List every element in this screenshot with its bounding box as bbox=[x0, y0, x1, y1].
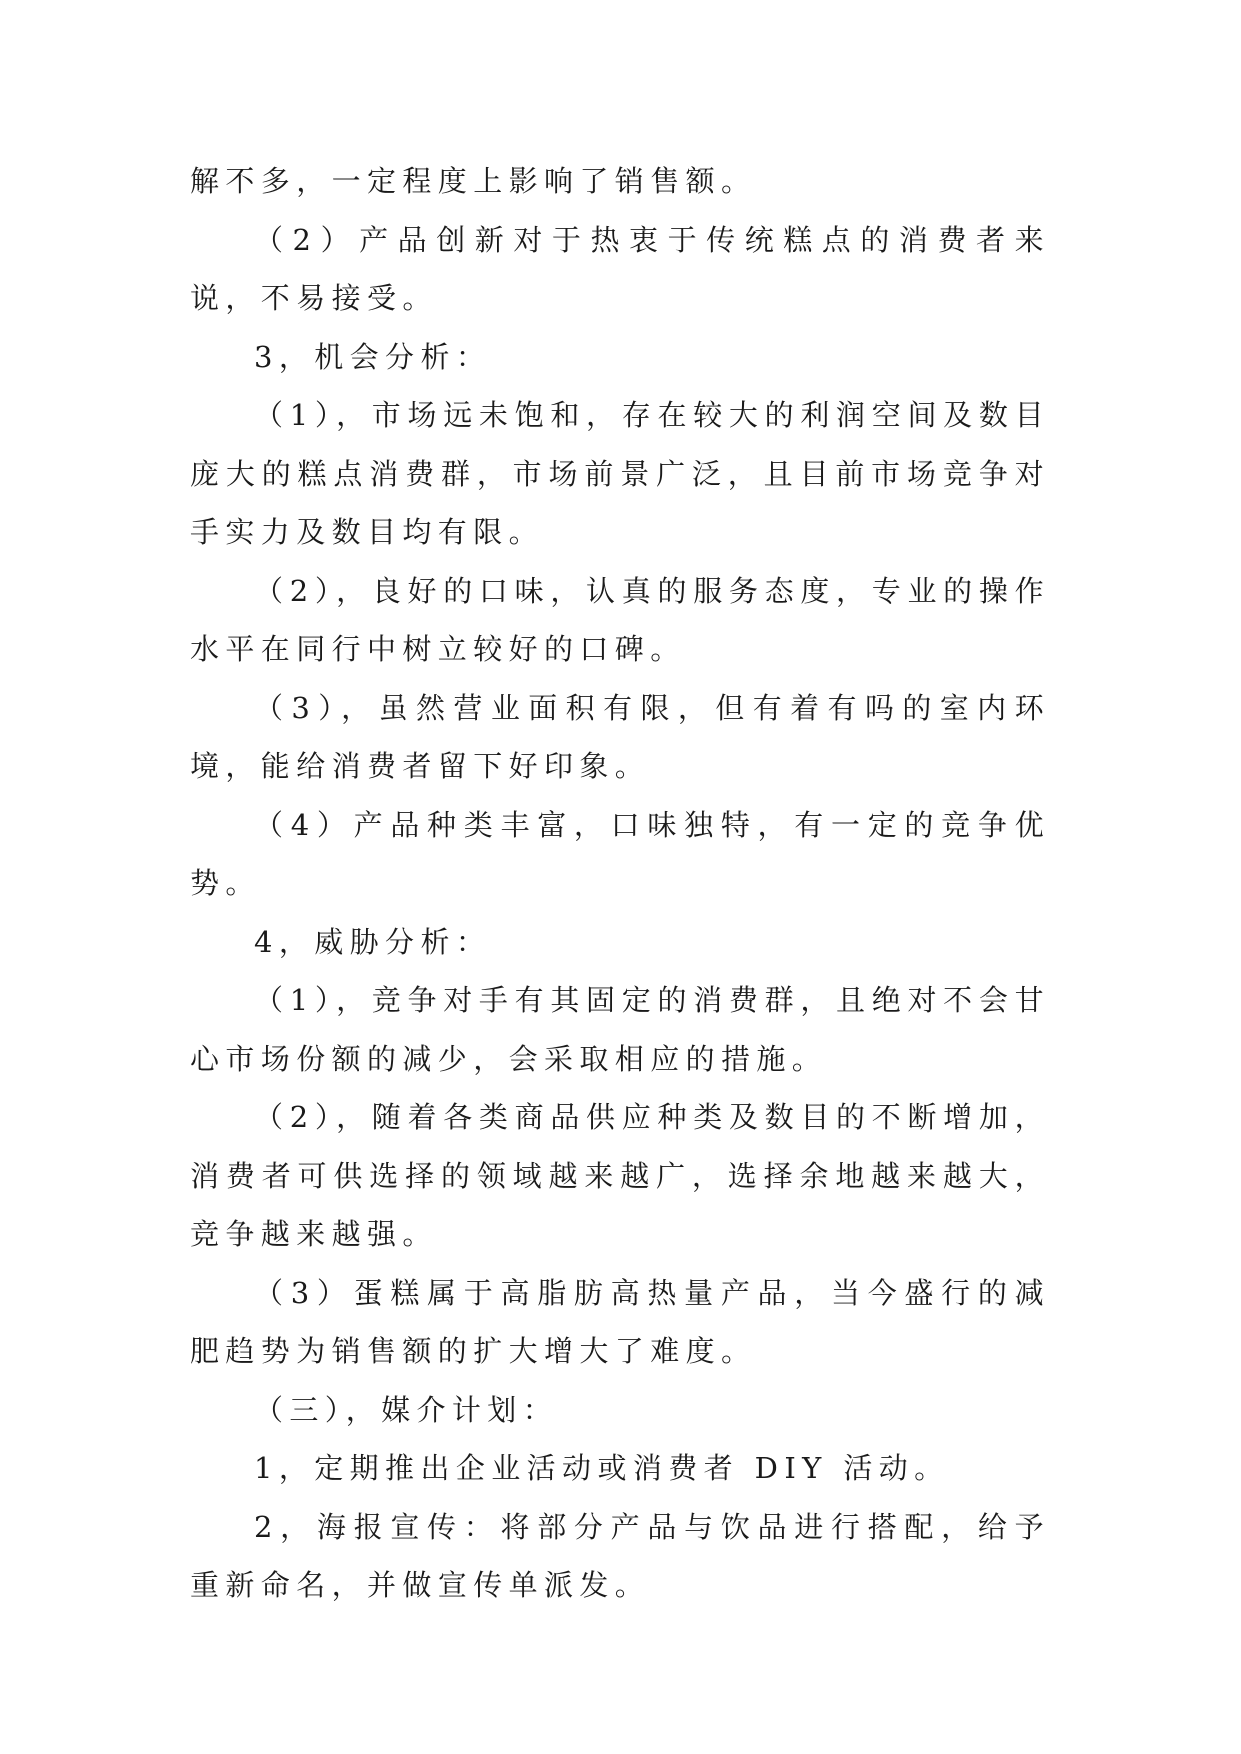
paragraph-opportunity-4: （4）产品种类丰富，口味独特，有一定的竞争优势。 bbox=[190, 807, 1050, 900]
heading-threat-analysis: 4，威胁分析： bbox=[254, 924, 492, 959]
paragraph-opportunity-1: （1），市场远未饱和，存在较大的利润空间及数目庞大的糕点消费群，市场前景广泛，且目前市场竞争对手实力及数目均有限。 bbox=[190, 398, 1050, 549]
paragraph-threat-3: （3）蛋糕属于高脂肪高热量产品，当今盛行的减肥趋势为销售额的扩大增大了难度。 bbox=[190, 1275, 1050, 1368]
paragraph-opportunity-3: （3），虽然营业面积有限，但有着有吗的室内环境，能给消费者留下好印象。 bbox=[190, 690, 1050, 783]
paragraph-weakness-2: （2）产品创新对于热衷于传统糕点的消费者来说，不易接受。 bbox=[190, 222, 1050, 315]
heading-opportunity-analysis: 3，机会分析： bbox=[254, 339, 492, 374]
heading-media-plan: （三），媒介计划： bbox=[254, 1392, 559, 1427]
paragraph-threat-1: （1），竞争对手有其固定的消费群，且绝对不会甘心市场份额的减少，会采取相应的措施。 bbox=[190, 983, 1050, 1076]
document-body bbox=[190, 152, 1050, 1615]
paragraph-threat-2: （2），随着各类商品供应种类及数目的不断增加，消费者可供选择的领域越来越广，选择余地越来越大，竞争越来越强。 bbox=[190, 1100, 1050, 1251]
paragraph-media-2: 2，海报宣传：将部分产品与饮品进行搭配，给予重新命名，并做宣传单派发。 bbox=[190, 1509, 1050, 1602]
paragraph-opportunity-2: （2），良好的口味，认真的服务态度，专业的操作水平在同行中树立较好的口碑。 bbox=[190, 573, 1050, 666]
paragraph-media-1: 1，定期推出企业活动或消费者 DIY 活动。 bbox=[254, 1451, 950, 1485]
paragraph-continuation: 解不多，一定程度上影响了销售额。 bbox=[190, 164, 757, 198]
